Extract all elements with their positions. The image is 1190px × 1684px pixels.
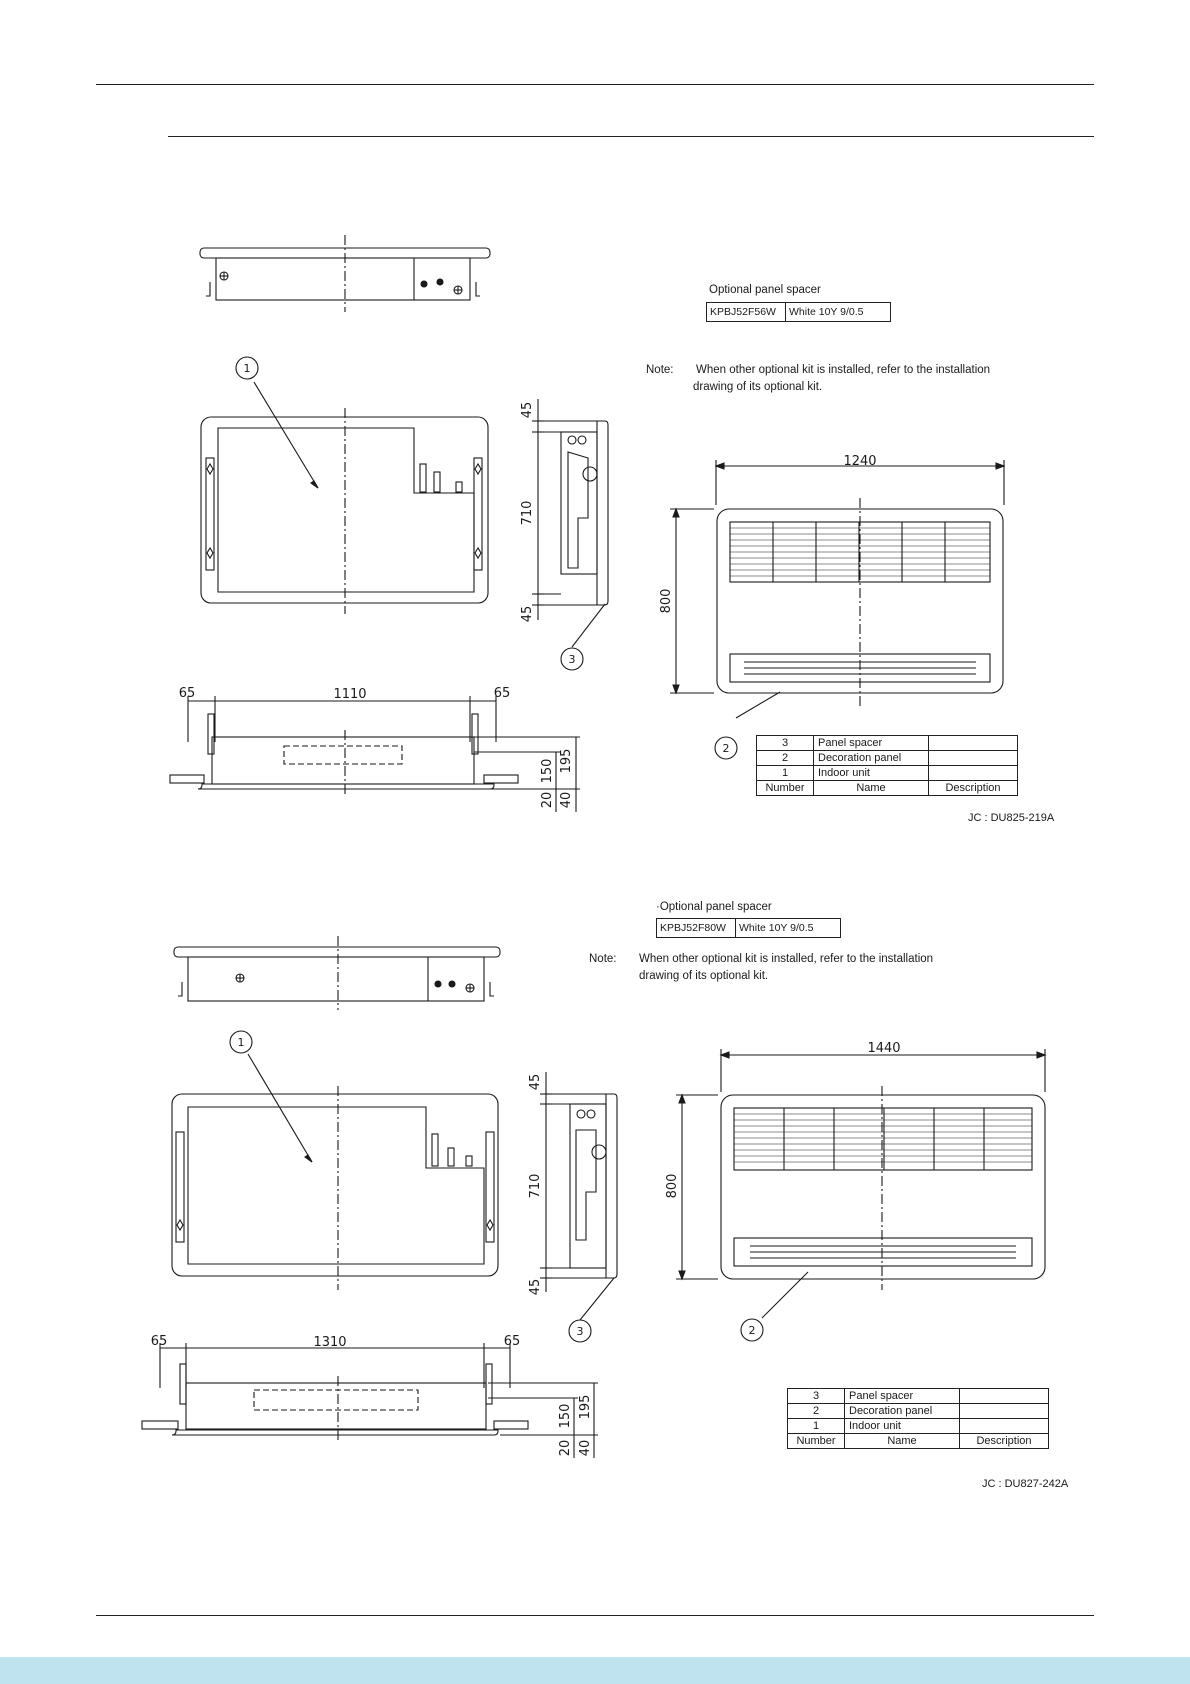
table-row (757, 766, 1018, 781)
dim-40-1: 40 (559, 791, 574, 809)
part-number: 1 (788, 1419, 845, 1434)
part-description (960, 1404, 1049, 1419)
kit-model-1: KPBJ52F56W (707, 303, 786, 322)
kit-table-2 (656, 918, 841, 938)
dim-side-bot-1: 45 (520, 605, 535, 623)
front-panel-1 (670, 460, 1004, 718)
callout-2b-label: 2 (748, 1324, 756, 1337)
table-row (757, 751, 1018, 766)
note-line1-2: When other optional kit is installed, refer to the installation (639, 953, 934, 965)
header-name: Name (814, 781, 929, 796)
dim-20-2: 20 (558, 1439, 573, 1457)
dim-front-width-2: 1440 (867, 1041, 901, 1056)
top-view-2 (174, 936, 500, 1010)
table-row (757, 736, 1018, 751)
kit-caption-2: ·Optional panel spacer (656, 901, 772, 913)
note-line2-1: drawing of its optional kit. (693, 381, 823, 393)
front-panel-2 (676, 1049, 1045, 1318)
dim-40-2: 40 (578, 1439, 593, 1457)
kit-caption-1: Optional panel spacer (709, 284, 821, 296)
side-view-2 (540, 1072, 617, 1320)
dim-side-mid-1: 710 (520, 500, 535, 526)
front-view-2 (172, 1054, 498, 1290)
dim-front-height-2: 800 (665, 1173, 680, 1199)
callout-3b-label: 3 (576, 1325, 584, 1338)
note-line1-1: When other optional kit is installed, refer to the installation (696, 364, 991, 376)
parts-table-1 (756, 735, 1018, 796)
note-label-2: Note: (589, 953, 617, 965)
callout-1b-label: 1 (237, 1036, 245, 1049)
header-number: Number (757, 781, 814, 796)
kit-model-2: KPBJ52F80W (657, 919, 736, 938)
dim-bottom-right-1: 65 (493, 686, 511, 701)
front-view-1 (201, 382, 488, 614)
table-row (788, 1419, 1049, 1434)
dim-20-1: 20 (540, 791, 555, 809)
dim-195-2: 195 (578, 1394, 593, 1420)
kit-table-1 (706, 302, 891, 322)
part-name: Decoration panel (845, 1404, 960, 1419)
header-name: Name (845, 1434, 960, 1449)
table-row (788, 1389, 1049, 1404)
bottom-view-1 (170, 696, 580, 812)
note-label-1: Note: (646, 364, 674, 376)
header-description: Description (960, 1434, 1049, 1449)
part-number: 2 (757, 751, 814, 766)
kit-color-2: White 10Y 9/0.5 (736, 919, 841, 938)
part-number: 3 (757, 736, 814, 751)
dim-150-1: 150 (540, 758, 555, 784)
part-description (960, 1389, 1049, 1404)
dim-bottom-left-2: 65 (150, 1334, 168, 1349)
table-row (788, 1404, 1049, 1419)
part-number: 3 (788, 1389, 845, 1404)
top-view-1 (200, 235, 490, 312)
parts-table-2 (787, 1388, 1049, 1449)
callout-1a-label: 1 (243, 362, 251, 375)
part-name: Decoration panel (814, 751, 929, 766)
part-name: Indoor unit (814, 766, 929, 781)
dim-side-mid-2: 710 (528, 1173, 543, 1199)
dim-side-bot-2: 45 (528, 1278, 543, 1296)
dim-bottom-width-1: 1110 (333, 687, 367, 702)
kit-color-1: White 10Y 9/0.5 (786, 303, 891, 322)
dim-side-top-2: 45 (528, 1073, 543, 1091)
part-description (960, 1419, 1049, 1434)
header-number: Number (788, 1434, 845, 1449)
part-description (929, 751, 1018, 766)
part-name: Panel spacer (814, 736, 929, 751)
part-number: 2 (788, 1404, 845, 1419)
dim-side-top-1: 45 (520, 401, 535, 419)
dim-150-2: 150 (558, 1403, 573, 1429)
part-name: Panel spacer (845, 1389, 960, 1404)
dim-bottom-right-2: 65 (503, 1334, 521, 1349)
dim-front-width-1: 1240 (843, 454, 877, 469)
side-view-1 (532, 399, 608, 647)
callout-2a-label: 2 (722, 742, 730, 755)
dim-195-1: 195 (559, 748, 574, 774)
note-line2-2: drawing of its optional kit. (639, 970, 769, 982)
dim-bottom-left-1: 65 (178, 686, 196, 701)
header-description: Description (929, 781, 1018, 796)
table-header-row (788, 1434, 1049, 1449)
drawing-ref-2: JC : DU827-242A (982, 1478, 1069, 1490)
part-name: Indoor unit (845, 1419, 960, 1434)
dim-front-height-1: 800 (659, 588, 674, 614)
callout-3a-label: 3 (568, 653, 576, 666)
dim-bottom-width-2: 1310 (313, 1335, 347, 1350)
bottom-view-2 (142, 1343, 598, 1458)
part-number: 1 (757, 766, 814, 781)
table-header-row (757, 781, 1018, 796)
part-description (929, 766, 1018, 781)
drawing-ref-1: JC : DU825-219A (968, 812, 1055, 824)
part-description (929, 736, 1018, 751)
